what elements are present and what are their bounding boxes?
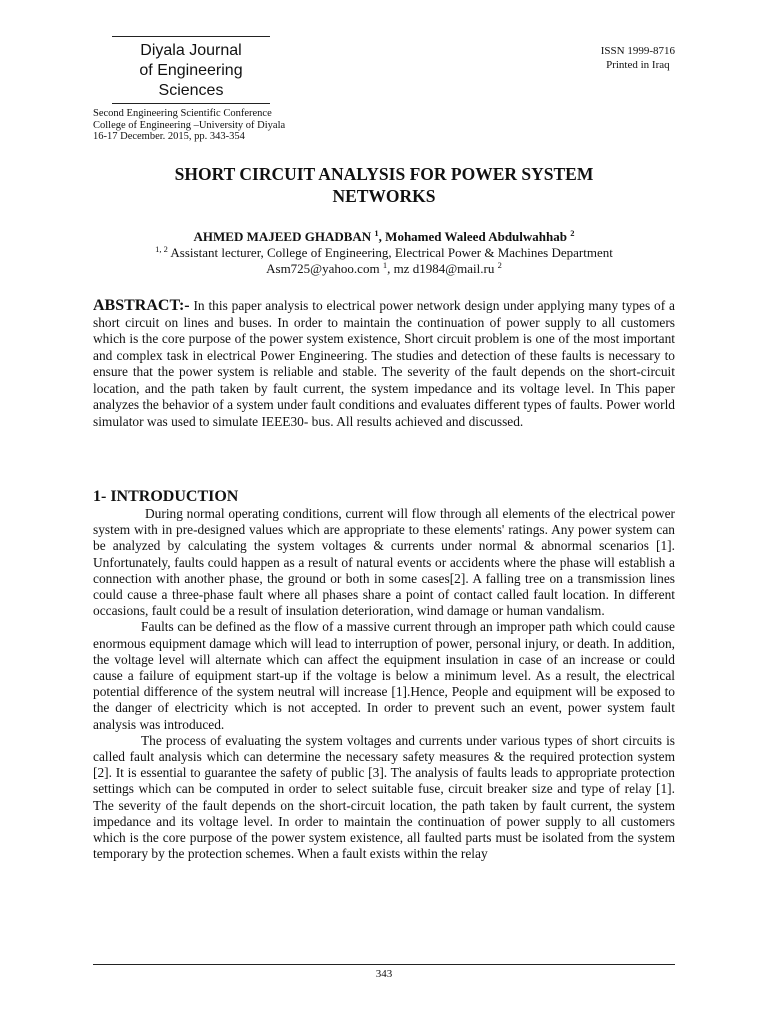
issn-number: ISSN 1999-8716 <box>600 45 675 57</box>
author-1: AHMED MAJEED GHADBAN <box>193 229 372 244</box>
abstract <box>93 298 675 430</box>
paragraph: Faults can be defined as the flow of a massive current through an improper path which could cause enormous equipment damage which will lead to interruption of power, personal injury, or death. In addition, the voltage level will alternate which can affect the equipment insulation in case of an increase or could cause a failure of equipment start-up if the voltage is below a minimum level. As a result, the electrical potential difference of the system neutral will increase [1].Hence, People and equipment will be exposed to the danger of electricity which is not accepted. In order to prevent such an event, power system fault analysis was introduced. <box>93 619 675 732</box>
journal-name-line: Sciences <box>158 82 224 99</box>
email-1-sup: 1 <box>382 260 388 270</box>
email-1: Asm725@yahoo.com <box>266 261 380 276</box>
page-number: 343 <box>375 968 393 980</box>
title-line: NETWORKS <box>332 186 436 206</box>
author-2-sup: 2 <box>570 228 575 238</box>
title-line: SHORT CIRCUIT ANALYSIS FOR POWER SYSTEM <box>174 164 594 184</box>
author-1-sup: 1 <box>374 228 379 238</box>
footer-divider <box>93 964 675 965</box>
section-heading-introduction: 1- INTRODUCTION <box>93 488 239 505</box>
author-affiliation <box>93 245 675 261</box>
paragraph: The process of evaluating the system voltages and currents under various types of short circuits is called fault analysis which can determine the necessary safety measures & the required protection system [2]. It is essential to guarantee the safety of public [3]. The analysis of faults leads to appropriate protection settings which can be computed in order to select suitable fuse, circuit breaker size and type of relay [1]. The severity of the fault depends on the short-circuit location, the path taken by fault current, the system impedance and its voltage level. In order to maintain the continuation of power supply to all customers which is the core purpose of the power system existence, all faulted parts must be isolated from the system temporary by the protection schemes. When a fault exists within the relay <box>93 732 675 862</box>
author-names <box>93 229 675 245</box>
issn-block <box>601 44 675 72</box>
author-emails <box>93 261 675 277</box>
affiliation-sup: 1, 2 <box>155 244 168 254</box>
paper-title <box>93 163 675 207</box>
affiliation-text: Assistant lecturer, College of Engineering, Electrical Power & Machines Department <box>167 245 613 260</box>
journal-name-line: of Engineering <box>139 62 243 79</box>
conference-dates: 16-17 December. 2015, pp. 343-354 <box>93 131 245 142</box>
author-2: Mohamed Waleed Abdulwahhab <box>385 229 567 244</box>
printed-location: Printed in Iraq <box>606 59 670 71</box>
journal-divider <box>112 103 270 104</box>
conference-host: College of Engineering –University of Diyala <box>93 119 286 131</box>
author-separator: , <box>378 229 386 244</box>
introduction-body <box>93 506 675 862</box>
journal-name-block <box>112 36 270 101</box>
conference-info <box>93 108 285 143</box>
author-block <box>93 229 675 277</box>
journal-name-line: Diyala Journal <box>140 42 242 59</box>
paragraph: During normal operating conditions, current will flow through all elements of the electrical power system with in pre-designed values which are appropriate to these elements' ratings. Any power system can be analyzed by calculating the system voltages & currents under normal & abnormal scenarios [1]. Unfortunately, faults could happen as a result of natural events or accidents where the phase will establish a connection with another phase, the ground or both in some cases[2]. A falling tree on a transmission lines could cause a three-phase fault where all phases share a point of contact called fault location. In different occasions, fault could be a result of insulation deterioration, wind damage or human vandalism. <box>93 506 675 619</box>
email-2-sup: 2 <box>497 260 502 270</box>
conference-name: Second Engineering Scientific Conference <box>93 108 272 119</box>
email-2: , mz d1984@mail.ru <box>387 261 495 276</box>
abstract-text: In this paper analysis to electrical power network design under applying many types of a short circuit on lines and buses. In order to maintain the continuation of power supply to all customers which is the core purpose of the power system existence, Short circuit problem is one of the most important and complex task in electrical Power Engineering. The studies and detection of these faults is necessary to ensure that the power system is reliable and stable. The severity of the fault depends on the short-circuit location, and the path taken by fault current, the system impedance and its voltage level. In This paper analyzes the behavior of a system under fault conditions and evaluates different types of faults. Power world simulator was used to simulate IEEE30- bus. All results achieved and discussed. <box>93 298 675 429</box>
abstract-label: ABSTRACT:- <box>93 297 190 314</box>
